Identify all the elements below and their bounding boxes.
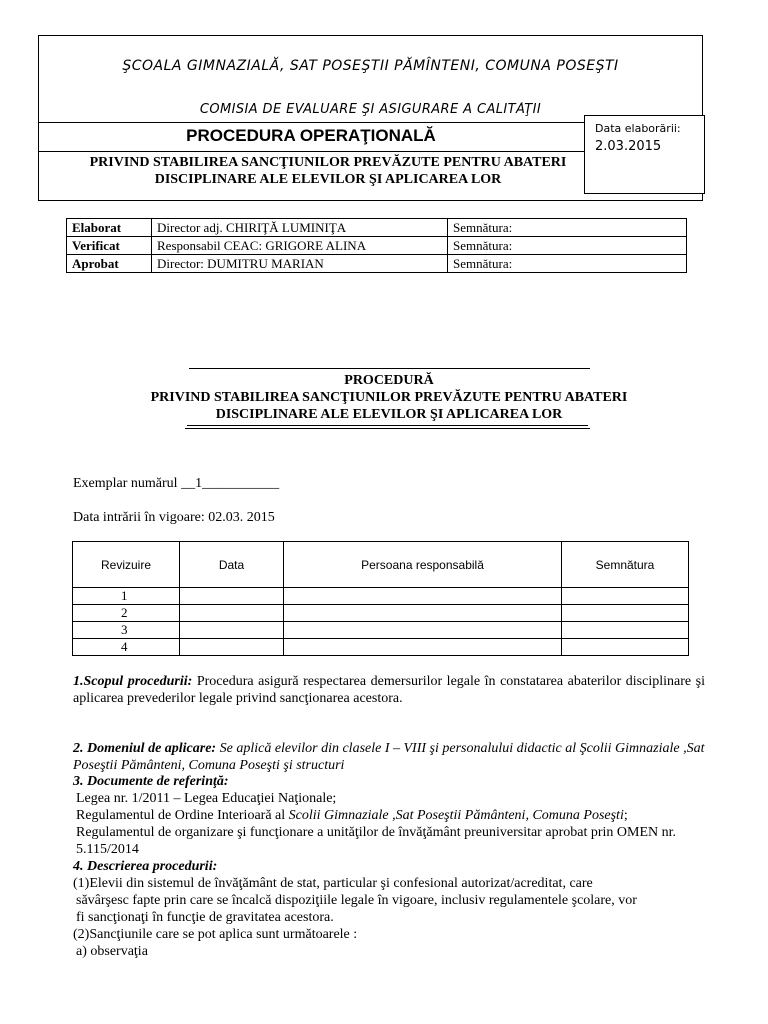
table-cell	[562, 605, 689, 622]
person-cell: Director: DUMITRU MARIAN	[152, 255, 448, 273]
signature-cell: Semnătura:	[448, 255, 687, 273]
section-references	[73, 773, 705, 858]
revision-number: 2	[73, 605, 180, 622]
date-value: 2.03.2015	[595, 139, 662, 154]
sanction-item-a: a) observaţia	[76, 944, 148, 959]
table-header-row	[73, 542, 689, 588]
title-rule-bottom-1	[187, 425, 588, 426]
section-scope	[73, 673, 705, 707]
table-cell	[180, 622, 284, 639]
table-row	[67, 237, 687, 255]
table-cell	[284, 588, 562, 605]
table-row	[67, 219, 687, 237]
scope-text: Procedura asigură respectarea demersurilor legale în constatarea abaterilor disciplinare şi aplicarea prevederilor legale privind sancţionarea acestora.	[73, 674, 705, 706]
person-cell: Responsabil CEAC: GRIGORE ALINA	[152, 237, 448, 255]
table-row	[73, 605, 689, 622]
desc-paragraph-1-line1: (1)Elevii din sistemul de învăţământ de stat, particular şi confesional autorizat/acreditat, care	[73, 876, 593, 891]
date-label: Data elaborării:	[595, 122, 681, 135]
table-cell	[284, 622, 562, 639]
title-rule-top	[189, 368, 590, 369]
section-domain	[73, 740, 705, 774]
revision-number: 1	[73, 588, 180, 605]
reference-2-italic: Scolii Gimnaziale ,Sat Poseştii Pământeni, Comuna Poseşti	[288, 808, 624, 823]
domain-heading: 2. Domeniul de aplicare:	[73, 741, 217, 756]
procedure-title-line3: DISCIPLINARE ALE ELEVILOR ŞI APLICAREA LOR	[215, 407, 563, 422]
reference-2-prefix: Regulamentul de Ordine Interioară al	[76, 808, 289, 823]
table-cell	[284, 639, 562, 656]
desc-heading: 4. Descrierea procedurii:	[73, 859, 218, 874]
table-cell	[562, 588, 689, 605]
table-row	[67, 255, 687, 273]
signature-table	[66, 218, 687, 273]
exemplar-number: Exemplar numărul __1___________	[73, 476, 280, 491]
col-header-signature: Semnătura	[562, 542, 689, 588]
desc-paragraph-2: (2)Sancţiunile care se pot aplica sunt următoarele :	[73, 927, 358, 942]
table-row	[73, 588, 689, 605]
commission-name: COMISIA DE EVALUARE ŞI ASIGURARE A CALITĂŢII	[199, 102, 542, 117]
refs-heading: 3. Documente de referinţă:	[73, 774, 229, 789]
signature-cell: Semnătura:	[448, 237, 687, 255]
domain-text: Se aplică elevilor din clasele I – VIII şi personalului didactic al Şcolii Gimnaziale ,Sat Poseştii Pământeni, Comuna Poseşti şi structuri	[73, 741, 705, 773]
header-subtitle-line2: DISCIPLINARE ALE ELEVILOR ŞI APLICAREA LOR	[154, 172, 502, 187]
desc-paragraph-1-line2: săvârşesc fapte prin care se încalcă dispoziţiile legale în vigoare, inclusiv regulamentele şcolare, vor	[76, 893, 637, 908]
table-cell	[562, 622, 689, 639]
effective-date: Data intrării în vigoare: 02.03. 2015	[73, 510, 275, 525]
school-name: ŞCOALA GIMNAZIALĂ, SAT POSEŞTII PĂMÎNTENI, COMUNA POSEŞTI	[122, 58, 619, 74]
role-cell: Elaborat	[67, 219, 152, 237]
role-cell: Verificat	[67, 237, 152, 255]
role-cell: Aprobat	[67, 255, 152, 273]
procedure-title-line1: PROCEDURĂ	[344, 373, 434, 388]
header-divider	[38, 122, 584, 123]
table-row	[73, 639, 689, 656]
table-cell	[562, 639, 689, 656]
table-cell	[180, 588, 284, 605]
table-cell	[180, 605, 284, 622]
reference-2-suffix: ;	[623, 808, 628, 823]
table-cell	[180, 639, 284, 656]
desc-paragraph-1-line3: fi sancţionaţi în funcţie de gravitatea acestora.	[76, 910, 334, 925]
header-subtitle	[38, 154, 618, 188]
revision-number: 3	[73, 622, 180, 639]
col-header-person: Persoana responsabilă	[284, 542, 562, 588]
reference-1: Legea nr. 1/2011 – Legea Educaţiei Naţionale;	[76, 791, 337, 806]
table-row	[73, 622, 689, 639]
title-rule-bottom-2	[185, 428, 590, 429]
procedure-title	[100, 372, 678, 423]
procedure-title-line2: PRIVIND STABILIREA SANCŢIUNILOR PREVĂZUTE PENTRU ABATERI	[150, 390, 628, 405]
revision-table	[72, 541, 689, 656]
reference-3: Regulamentul de organizare şi funcţionare a unităţilor de învăţământ preuniversitar aprobat prin OMEN nr. 5.115/2014	[76, 825, 676, 857]
signature-cell: Semnătura:	[448, 219, 687, 237]
header-subtitle-line1: PRIVIND STABILIREA SANCŢIUNILOR PREVĂZUTE PENTRU ABATERI	[89, 155, 567, 170]
date-box	[584, 115, 705, 194]
col-header-date: Data	[180, 542, 284, 588]
col-header-revision: Revizuire	[73, 542, 180, 588]
scope-heading: 1.Scopul procedurii:	[73, 674, 193, 689]
reference-2	[73, 807, 705, 824]
revision-number: 4	[73, 639, 180, 656]
procedure-type-title: PROCEDURA OPERAŢIONALĂ	[186, 126, 436, 145]
person-cell: Director adj. CHIRIŢĂ LUMINIŢA	[152, 219, 448, 237]
section-description	[73, 858, 705, 960]
table-cell	[284, 605, 562, 622]
header-divider-2	[38, 151, 584, 152]
